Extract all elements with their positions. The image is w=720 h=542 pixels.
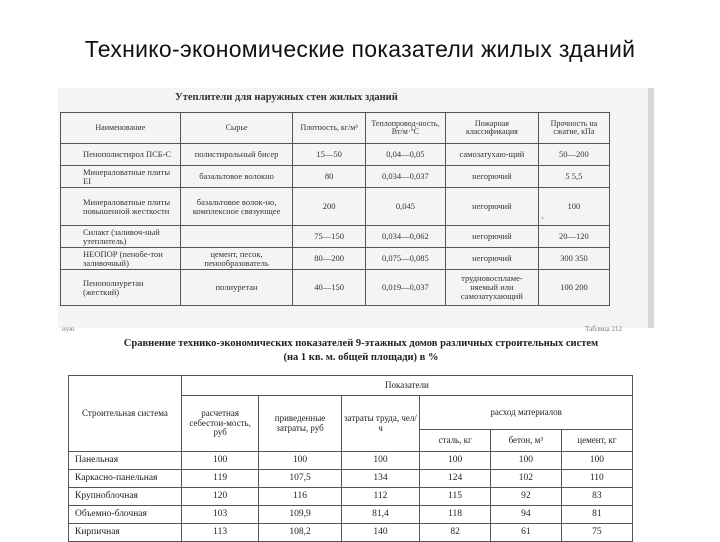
scan-margin-text-left: ную bbox=[62, 325, 75, 333]
cell: 75 bbox=[561, 524, 632, 542]
cell: 94 bbox=[490, 506, 561, 524]
cell: 100 bbox=[341, 452, 420, 470]
table-header-row bbox=[69, 376, 633, 396]
cell: Минераловатные плиты повышенной жесткости bbox=[61, 188, 181, 226]
cell: 100 200 bbox=[538, 270, 609, 306]
cell: 134 bbox=[341, 470, 420, 488]
cell: самозатухаю-щий bbox=[446, 144, 539, 166]
table-row bbox=[61, 144, 610, 166]
cell: 0,075—0,085 bbox=[365, 248, 445, 270]
column-header: затраты труда, чел/ч bbox=[341, 396, 420, 452]
cell: базальтовое волокно bbox=[180, 166, 293, 188]
table-row bbox=[61, 270, 610, 306]
cell: 119 bbox=[181, 470, 259, 488]
cell: 5 5,5 bbox=[538, 166, 609, 188]
cell: Панельная bbox=[69, 452, 182, 470]
cell bbox=[180, 226, 293, 248]
cell: 20—120 bbox=[538, 226, 609, 248]
cell: 0,045 bbox=[365, 188, 445, 226]
cell: Каркасно-панельная bbox=[69, 470, 182, 488]
cell: 100 bbox=[259, 452, 341, 470]
cell: 116 bbox=[259, 488, 341, 506]
cell: 82 bbox=[420, 524, 491, 542]
cell: 83 bbox=[561, 488, 632, 506]
cell: 200 bbox=[293, 188, 365, 226]
column-header: Прочность на сжатие, кПа bbox=[538, 113, 609, 144]
table-row bbox=[69, 452, 633, 470]
comparison-caption bbox=[66, 337, 656, 364]
table-row bbox=[61, 166, 610, 188]
cell: 120 bbox=[181, 488, 259, 506]
cell: 102 bbox=[490, 470, 561, 488]
cell: 80—200 bbox=[293, 248, 365, 270]
cell: 15—50 bbox=[293, 144, 365, 166]
table-row bbox=[69, 488, 633, 506]
cell: базальтовое волок-но, комплексное связующее bbox=[180, 188, 293, 226]
scan-tick-mark: ˎ bbox=[541, 209, 544, 219]
page-edge bbox=[648, 88, 654, 328]
column-header: Теплопровод-ность, Вт/м·°С bbox=[365, 113, 445, 144]
column-header: Пожарная классификация bbox=[446, 113, 539, 144]
cell: Силакт (заливоч-ный утеплитель) bbox=[61, 226, 181, 248]
cell: 103 bbox=[181, 506, 259, 524]
column-header: приведенные затраты, руб bbox=[259, 396, 341, 452]
cell: 100 bbox=[420, 452, 491, 470]
cell: 40—150 bbox=[293, 270, 365, 306]
scan-margin-text-right: Таблица 212 bbox=[585, 325, 622, 333]
cell: негорючий bbox=[446, 188, 539, 226]
column-header: Сырье bbox=[180, 113, 293, 144]
cell: 124 bbox=[420, 470, 491, 488]
column-header: сталь, кг bbox=[420, 430, 491, 452]
column-header: расчетная себестои-мость, руб bbox=[181, 396, 259, 452]
cell: негорючий bbox=[446, 248, 539, 270]
cell: 118 bbox=[420, 506, 491, 524]
comparison-table bbox=[68, 375, 633, 542]
cell: 0,034—0,037 bbox=[365, 166, 445, 188]
cell: 0,04—0,05 bbox=[365, 144, 445, 166]
cell: 113 bbox=[181, 524, 259, 542]
cell: Пенополистирол ПСБ-С bbox=[61, 144, 181, 166]
cell: 100 bbox=[490, 452, 561, 470]
cell: трудновоспламе-няемый или самозатухающий bbox=[446, 270, 539, 306]
cell: 81,4 bbox=[341, 506, 420, 524]
cell: Пенополиуретан (жесткий) bbox=[61, 270, 181, 306]
cell: 81 bbox=[561, 506, 632, 524]
cell: 100 bbox=[561, 452, 632, 470]
cell: полиуретан bbox=[180, 270, 293, 306]
table-header-row bbox=[61, 113, 610, 144]
cell: полистирольный бисер bbox=[180, 144, 293, 166]
cell: 92 bbox=[490, 488, 561, 506]
cell: 100 bbox=[181, 452, 259, 470]
table-row bbox=[69, 506, 633, 524]
insulation-table bbox=[60, 112, 610, 306]
cell: 61 bbox=[490, 524, 561, 542]
column-header: Наименование bbox=[61, 113, 181, 144]
cell: 115 bbox=[420, 488, 491, 506]
cell: 140 bbox=[341, 524, 420, 542]
cell: 0,034—0,062 bbox=[365, 226, 445, 248]
cell: 109,9 bbox=[259, 506, 341, 524]
column-header: бетон, м³ bbox=[490, 430, 561, 452]
cell: цемент, песок, пенообразователь bbox=[180, 248, 293, 270]
cell: 110 bbox=[561, 470, 632, 488]
cell: НЕОПОР (пенобе-тон заливочный) bbox=[61, 248, 181, 270]
cell: 108,2 bbox=[259, 524, 341, 542]
cell: 112 bbox=[341, 488, 420, 506]
cell: негорючий bbox=[446, 166, 539, 188]
column-group-header: расход материалов bbox=[420, 396, 633, 430]
insulation-caption: Утеплители для наружных стен жилых зданий bbox=[175, 92, 398, 103]
cell: 50—200 bbox=[538, 144, 609, 166]
table-row bbox=[61, 226, 610, 248]
table-row bbox=[69, 524, 633, 542]
cell: Минераловатные плиты EI bbox=[61, 166, 181, 188]
column-header: Плотность, кг/м³ bbox=[293, 113, 365, 144]
comparison-caption-line1: Сравнение технико-экономических показателей 9-этажных домов различных строительных систем bbox=[123, 338, 599, 349]
cell: Объемно-блочная bbox=[69, 506, 182, 524]
cell: 107,5 bbox=[259, 470, 341, 488]
cell: 300 350 bbox=[538, 248, 609, 270]
cell: 100 bbox=[538, 188, 609, 226]
table-row bbox=[61, 188, 610, 226]
cell: негорючий bbox=[446, 226, 539, 248]
cell: Крупноблочная bbox=[69, 488, 182, 506]
comparison-caption-line2: (на 1 кв. м. общей площади) в % bbox=[283, 351, 439, 363]
column-group-header: Показатели bbox=[181, 376, 632, 396]
column-header: Строительная система bbox=[69, 376, 182, 452]
column-header: цемент, кг bbox=[561, 430, 632, 452]
table-row bbox=[69, 470, 633, 488]
cell: 0,019—0,037 bbox=[365, 270, 445, 306]
cell: Кирпичная bbox=[69, 524, 182, 542]
cell: 75—150 bbox=[293, 226, 365, 248]
cell: 80 bbox=[293, 166, 365, 188]
slide-title: Технико-экономические показатели жилых зданий bbox=[84, 36, 636, 62]
table-row bbox=[61, 248, 610, 270]
